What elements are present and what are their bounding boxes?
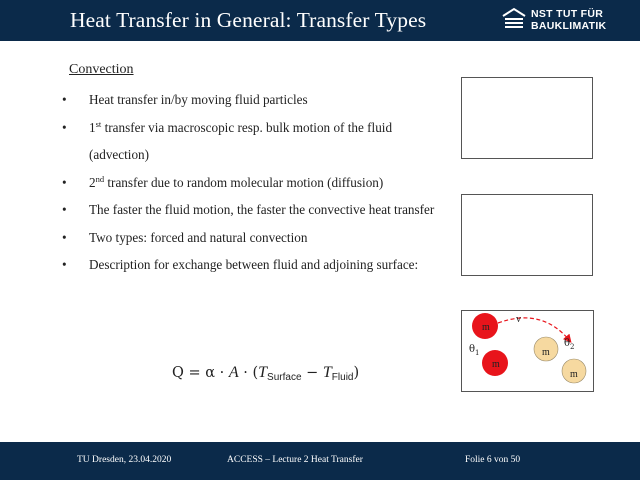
formula-end: ) [353, 365, 360, 381]
footer-bar [0, 442, 640, 480]
formula-t-surface: T [258, 364, 268, 381]
bullet-text: Description for exchange between fluid and adjoining surface: [89, 257, 419, 272]
header-bar [0, 0, 640, 41]
building-logo-icon [501, 6, 527, 32]
bullet-item [62, 251, 454, 279]
theta2-symbol: $\theta_2$ [564, 338, 575, 351]
bullet-text-cont: transfer via macroscopic resp. bulk motion of the fluid (advection) [89, 119, 393, 162]
motion-arrow [498, 318, 570, 341]
bullet-text: Two types: forced and natural convection [89, 229, 308, 245]
bullet-item [62, 169, 454, 197]
velocity-label: v [516, 314, 521, 325]
logo-text-line1: NST TUT FÜR [531, 8, 604, 20]
bullet-item [62, 224, 454, 252]
particle-label: m [492, 359, 500, 370]
section-heading: Convection [69, 62, 134, 77]
bullet-item [62, 86, 454, 114]
formula-area: A [228, 364, 239, 381]
institute-logo [501, 6, 629, 34]
image-placeholder-top [461, 77, 593, 159]
bullet-list [62, 86, 454, 279]
footer-date: TU Dresden, 23.04.2020 [77, 455, 172, 465]
convection-diagram-svg [462, 311, 593, 391]
formula-t-fluid: T [322, 364, 332, 381]
particle-label: m [542, 347, 550, 358]
image-placeholder-middle [461, 194, 593, 276]
formula-sub-fluid: Fluid [331, 372, 354, 383]
bullet-text: Heat transfer in/by moving fluid particles [89, 92, 308, 107]
slide-title: Heat Transfer in General: Transfer Types [70, 8, 427, 32]
formula-lhs: Q = α · [172, 365, 229, 381]
formula-minus: − [301, 365, 323, 381]
particle-label: m [482, 322, 490, 333]
bullet-text-cont: transfer due to random molecular motion (diffusion) [104, 174, 384, 190]
formula-sub-surface: Surface [267, 372, 302, 383]
bullet-superscript: nd [95, 173, 105, 184]
formula-mid: · ( [238, 365, 259, 381]
convection-formula [172, 364, 359, 382]
bullet-item [62, 196, 454, 224]
convection-diagram [461, 310, 594, 392]
bullet-text: 2 [89, 174, 96, 190]
bullet-item [62, 114, 454, 169]
bullet-superscript: st [95, 118, 102, 129]
bullet-text: 1 [89, 119, 96, 135]
particle-label: m [570, 369, 578, 380]
footer-slide-number: Folie 6 von 50 [465, 455, 521, 465]
bullet-text: The faster the fluid motion, the faster the convective heat transfer [89, 202, 435, 217]
footer-lecture: ACCESS – Lecture 2 Heat Transfer [227, 455, 363, 465]
theta1-symbol: $\theta_1$ [469, 344, 480, 357]
logo-text-line2: BAUKLIMATIK [531, 20, 607, 32]
